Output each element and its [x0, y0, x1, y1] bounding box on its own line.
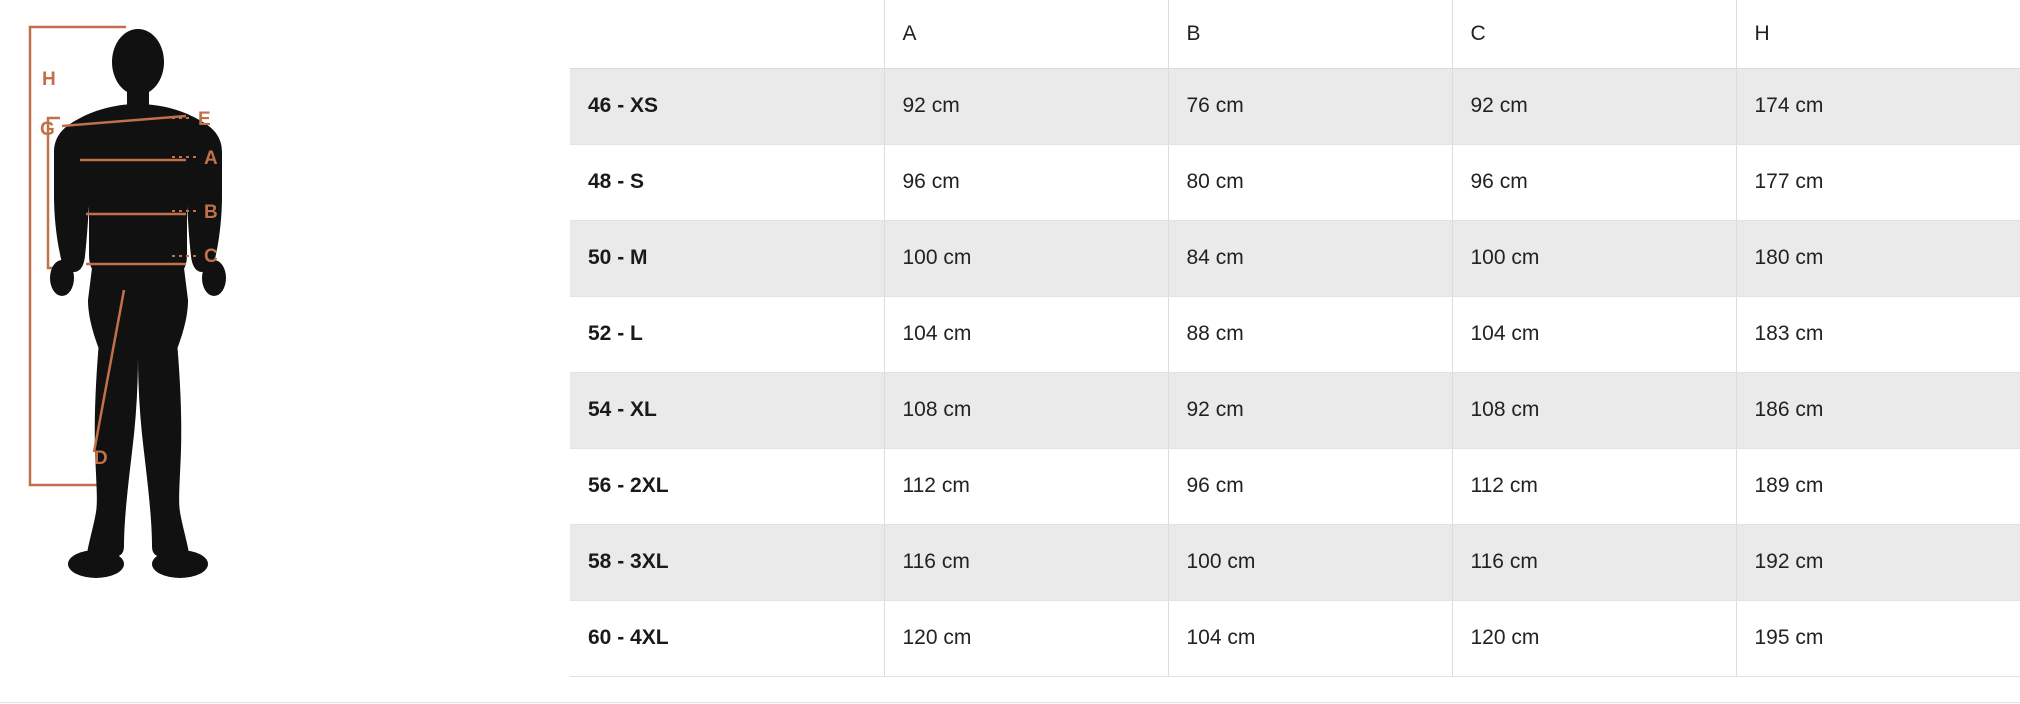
cell-a: 96 cm — [884, 144, 1168, 220]
diagram-label-b: B — [204, 202, 218, 223]
size-table — [570, 0, 2020, 677]
table-row — [570, 144, 2020, 220]
cell-size: 46 - XS — [570, 68, 884, 144]
column-header-h: H — [1736, 0, 2020, 68]
table-row — [570, 220, 2020, 296]
page-bottom-divider — [0, 702, 2020, 703]
cell-a: 120 cm — [884, 600, 1168, 676]
cell-a: 100 cm — [884, 220, 1168, 296]
size-table-container — [570, 0, 2020, 704]
table-row — [570, 524, 2020, 600]
diagram-label-d: D — [94, 448, 108, 469]
column-header-size — [570, 0, 884, 68]
table-header-row — [570, 0, 2020, 68]
cell-c: 96 cm — [1452, 144, 1736, 220]
cell-a: 104 cm — [884, 296, 1168, 372]
cell-size: 60 - 4XL — [570, 600, 884, 676]
table-row — [570, 600, 2020, 676]
cell-h: 180 cm — [1736, 220, 2020, 296]
cell-b: 80 cm — [1168, 144, 1452, 220]
cell-h: 174 cm — [1736, 68, 2020, 144]
cell-c: 112 cm — [1452, 448, 1736, 524]
cell-h: 183 cm — [1736, 296, 2020, 372]
table-row — [570, 448, 2020, 524]
cell-a: 108 cm — [884, 372, 1168, 448]
cell-b: 88 cm — [1168, 296, 1452, 372]
cell-size: 54 - XL — [570, 372, 884, 448]
cell-c: 92 cm — [1452, 68, 1736, 144]
table-row — [570, 68, 2020, 144]
cell-h: 186 cm — [1736, 372, 2020, 448]
cell-size: 52 - L — [570, 296, 884, 372]
body-measurement-diagram — [0, 0, 570, 704]
diagram-label-e: E — [198, 109, 211, 130]
cell-b: 100 cm — [1168, 524, 1452, 600]
cell-h: 189 cm — [1736, 448, 2020, 524]
diagram-label-g: G — [40, 119, 55, 140]
cell-a: 92 cm — [884, 68, 1168, 144]
cell-c: 120 cm — [1452, 600, 1736, 676]
cell-b: 76 cm — [1168, 68, 1452, 144]
column-header-a: A — [884, 0, 1168, 68]
cell-h: 192 cm — [1736, 524, 2020, 600]
diagram-label-h: H — [42, 69, 56, 90]
size-table-header — [570, 0, 2020, 68]
table-row — [570, 372, 2020, 448]
cell-b: 92 cm — [1168, 372, 1452, 448]
table-row — [570, 296, 2020, 372]
cell-size: 50 - M — [570, 220, 884, 296]
cell-h: 195 cm — [1736, 600, 2020, 676]
cell-b: 84 cm — [1168, 220, 1452, 296]
cell-c: 100 cm — [1452, 220, 1736, 296]
cell-size: 56 - 2XL — [570, 448, 884, 524]
cell-b: 104 cm — [1168, 600, 1452, 676]
cell-h: 177 cm — [1736, 144, 2020, 220]
cell-c: 108 cm — [1452, 372, 1736, 448]
cell-size: 58 - 3XL — [570, 524, 884, 600]
cell-c: 116 cm — [1452, 524, 1736, 600]
cell-c: 104 cm — [1452, 296, 1736, 372]
diagram-label-a: A — [204, 148, 218, 169]
cell-size: 48 - S — [570, 144, 884, 220]
cell-a: 112 cm — [884, 448, 1168, 524]
column-header-b: B — [1168, 0, 1452, 68]
cell-a: 116 cm — [884, 524, 1168, 600]
size-table-body — [570, 68, 2020, 676]
diagram-label-c: C — [204, 246, 218, 267]
cell-b: 96 cm — [1168, 448, 1452, 524]
column-header-c: C — [1452, 0, 1736, 68]
measurement-diagram-panel — [0, 0, 570, 704]
